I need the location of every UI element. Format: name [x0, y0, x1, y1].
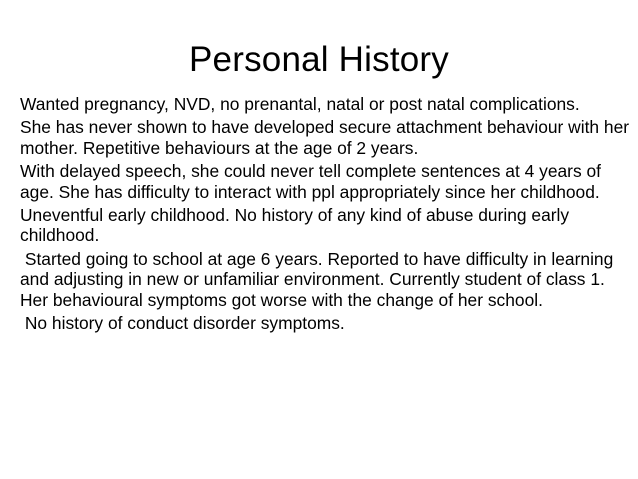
slide-title: Personal History	[189, 40, 449, 79]
paragraph-attachment: She has never shown to have developed secure attachment behaviour with her mother. Repetitive behaviours at the age of 2 years.	[20, 117, 634, 158]
paragraph-speech: With delayed speech, she could never tell complete sentences at 4 years of age. She has difficulty to interact with ppl appropriately since her childhood.	[20, 160, 606, 202]
slide-body	[20, 94, 634, 336]
paragraph-conduct: No history of conduct disorder symptoms.	[20, 312, 345, 333]
paragraph-pregnancy: Wanted pregnancy, NVD, no prenantal, natal or post natal complications.	[20, 94, 580, 114]
paragraph-childhood: Uneventful early childhood. No history of any kind of abuse during early childhood.	[20, 204, 574, 246]
paragraph-school: Started going to school at age 6 years. Reported to have difficulty in learning and adjusting in new or unfamiliar environment. Currently student of class 1. Her behavioural symptoms got worse with the change of her school.	[20, 248, 619, 310]
